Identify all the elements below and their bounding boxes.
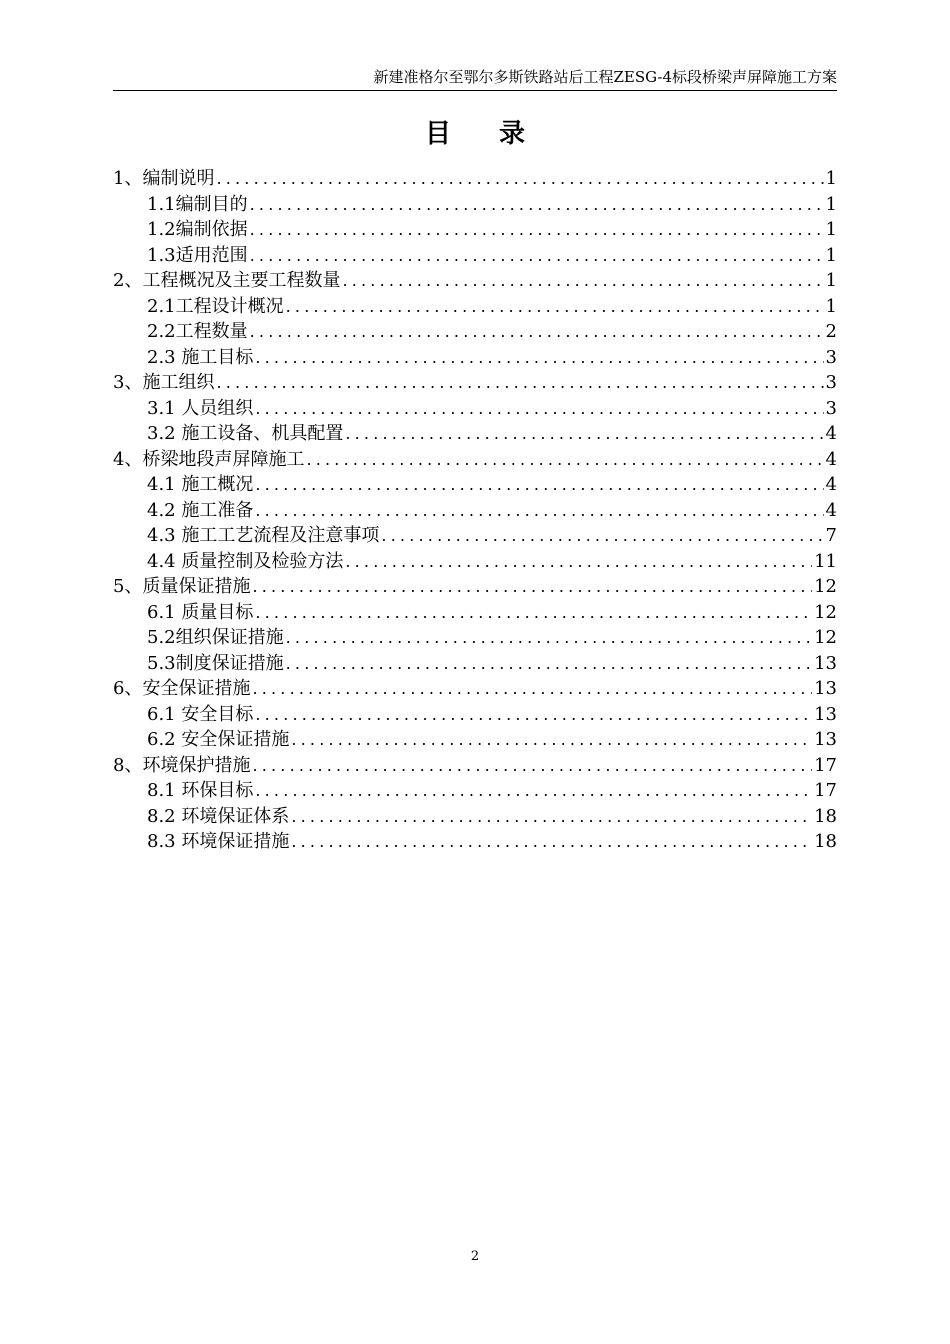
toc-entry-label: 3、施工组织: [113, 372, 215, 393]
toc-dot-leader: [255, 345, 823, 371]
toc-entry-page-number: 13: [814, 703, 837, 725]
toc-entry-page-number: 1: [825, 219, 837, 240]
toc-subsection-entry[interactable]: [113, 702, 837, 728]
page-header: [113, 66, 837, 91]
toc-section-entry[interactable]: [113, 574, 837, 600]
toc-dot-leader: [306, 447, 823, 473]
toc-section-entry[interactable]: [113, 753, 837, 779]
toc-title: 目录: [424, 119, 573, 149]
toc-subsection-entry[interactable]: [113, 625, 837, 651]
toc-entry-page-number: 1: [825, 295, 837, 317]
toc-entry-label: 8.1 环保目标: [147, 780, 254, 801]
toc-dot-leader: [252, 574, 812, 600]
toc-entry-label: 2.2工程数量: [147, 321, 248, 342]
toc-dot-leader: [252, 753, 812, 779]
toc-entry-label: 1.2编制依据: [147, 219, 248, 240]
toc-section-entry[interactable]: [113, 166, 837, 192]
toc-entry-page-number: 12: [814, 576, 837, 597]
header-text: 新建准格尔至鄂尔多斯铁路站后工程ZESG-4标段桥梁声屏障施工方案: [373, 68, 837, 86]
toc-entry-page-number: 1: [825, 244, 837, 266]
toc-dot-leader: [381, 523, 823, 549]
toc-dot-leader: [216, 370, 823, 396]
toc-dot-leader: [252, 676, 812, 702]
table-of-contents: [113, 166, 837, 855]
toc-subsection-entry[interactable]: [113, 421, 837, 447]
toc-entry-label: 1、编制说明: [113, 168, 215, 189]
toc-entry-label: 8.3 环境保证措施: [147, 831, 290, 852]
toc-entry-label: 4.4 质量控制及检验方法: [147, 550, 344, 572]
toc-entry-label: 5、质量保证措施: [113, 576, 251, 597]
toc-entry-page-number: 11: [814, 550, 837, 572]
toc-entry-page-number: 1: [825, 193, 837, 215]
toc-subsection-entry[interactable]: [113, 217, 837, 243]
toc-entry-page-number: 7: [825, 525, 837, 546]
toc-subsection-entry[interactable]: [113, 243, 837, 269]
toc-entry-label: 3.2 施工设备、机具配置: [147, 423, 344, 444]
toc-entry-page-number: 13: [814, 729, 837, 750]
toc-dot-leader: [291, 804, 812, 830]
toc-entry-label: 1.3适用范围: [147, 244, 248, 266]
toc-dot-leader: [216, 166, 823, 192]
toc-subsection-entry[interactable]: [113, 294, 837, 320]
toc-dot-leader: [250, 319, 824, 345]
toc-subsection-entry[interactable]: [113, 319, 837, 345]
toc-subsection-entry[interactable]: [113, 804, 837, 830]
toc-entry-label: 5.3制度保证措施: [147, 652, 284, 674]
toc-dot-leader: [255, 778, 812, 804]
toc-subsection-entry[interactable]: [113, 396, 837, 422]
toc-dot-leader: [250, 243, 824, 269]
toc-dot-leader: [291, 727, 812, 753]
toc-dot-leader: [255, 702, 812, 728]
toc-entry-page-number: 17: [814, 754, 837, 776]
toc-subsection-entry[interactable]: [113, 192, 837, 218]
toc-entry-label: 4.3 施工工艺流程及注意事项: [147, 525, 380, 546]
toc-entry-label: 4.2 施工准备: [147, 499, 254, 521]
toc-entry-page-number: 4: [825, 448, 837, 470]
toc-entry-page-number: 3: [825, 372, 837, 393]
toc-dot-leader: [255, 472, 823, 498]
toc-dot-leader: [255, 600, 812, 626]
toc-dot-leader: [250, 192, 824, 218]
toc-entry-page-number: 18: [814, 805, 837, 827]
toc-entry-page-number: 13: [814, 652, 837, 674]
toc-entry-page-number: 3: [825, 397, 837, 419]
toc-subsection-entry[interactable]: [113, 651, 837, 677]
toc-section-entry[interactable]: [113, 268, 837, 294]
toc-section-entry[interactable]: [113, 676, 837, 702]
toc-entry-label: 2.3 施工目标: [147, 346, 254, 368]
toc-entry-label: 6、安全保证措施: [113, 678, 251, 699]
toc-entry-page-number: 3: [825, 346, 837, 368]
toc-dot-leader: [255, 396, 823, 422]
toc-entry-label: 8、环境保护措施: [113, 754, 251, 776]
toc-entry-label: 4.1 施工概况: [147, 474, 254, 495]
toc-subsection-entry[interactable]: [113, 345, 837, 371]
toc-dot-leader: [286, 625, 812, 651]
page-number: 2: [470, 1249, 480, 1264]
toc-entry-page-number: 4: [825, 474, 837, 495]
toc-entry-label: 6.1 安全目标: [147, 703, 254, 725]
toc-entry-page-number: 4: [825, 499, 837, 521]
toc-entry-label: 3.1 人员组织: [147, 397, 254, 419]
toc-dot-leader: [286, 294, 824, 320]
toc-dot-leader: [255, 498, 823, 524]
toc-entry-page-number: 1: [825, 168, 837, 189]
toc-section-entry[interactable]: [113, 447, 837, 473]
toc-entry-page-number: 18: [814, 831, 837, 852]
toc-subsection-entry[interactable]: [113, 829, 837, 855]
toc-subsection-entry[interactable]: [113, 498, 837, 524]
toc-entry-label: 6.2 安全保证措施: [147, 729, 290, 750]
toc-subsection-entry[interactable]: [113, 778, 837, 804]
toc-entry-page-number: 12: [814, 627, 837, 648]
toc-entry-label: 8.2 环境保证体系: [147, 805, 290, 827]
toc-subsection-entry[interactable]: [113, 727, 837, 753]
toc-dot-leader: [286, 651, 812, 677]
toc-entry-label: 2.1工程设计概况: [147, 295, 284, 317]
toc-entry-page-number: 12: [814, 601, 837, 623]
toc-subsection-entry[interactable]: [113, 523, 837, 549]
toc-entry-page-number: 13: [814, 678, 837, 699]
toc-entry-label: 4、桥梁地段声屏障施工: [113, 448, 305, 470]
toc-dot-leader: [342, 268, 823, 294]
toc-entry-page-number: 2: [825, 321, 837, 342]
toc-subsection-entry[interactable]: [113, 600, 837, 626]
toc-entry-page-number: 17: [814, 780, 837, 801]
toc-dot-leader: [345, 421, 823, 447]
toc-entry-page-number: 1: [825, 270, 837, 291]
toc-section-entry[interactable]: [113, 370, 837, 396]
toc-subsection-entry[interactable]: [113, 549, 837, 575]
toc-entry-label: 6.1 质量目标: [147, 601, 254, 623]
toc-entry-label: 2、工程概况及主要工程数量: [113, 270, 341, 291]
toc-dot-leader: [250, 217, 824, 243]
toc-dot-leader: [345, 549, 812, 575]
toc-entry-label: 5.2组织保证措施: [147, 627, 284, 648]
toc-entry-page-number: 4: [825, 423, 837, 444]
toc-entry-label: 1.1编制目的: [147, 193, 248, 215]
toc-dot-leader: [291, 829, 812, 855]
toc-subsection-entry[interactable]: [113, 472, 837, 498]
